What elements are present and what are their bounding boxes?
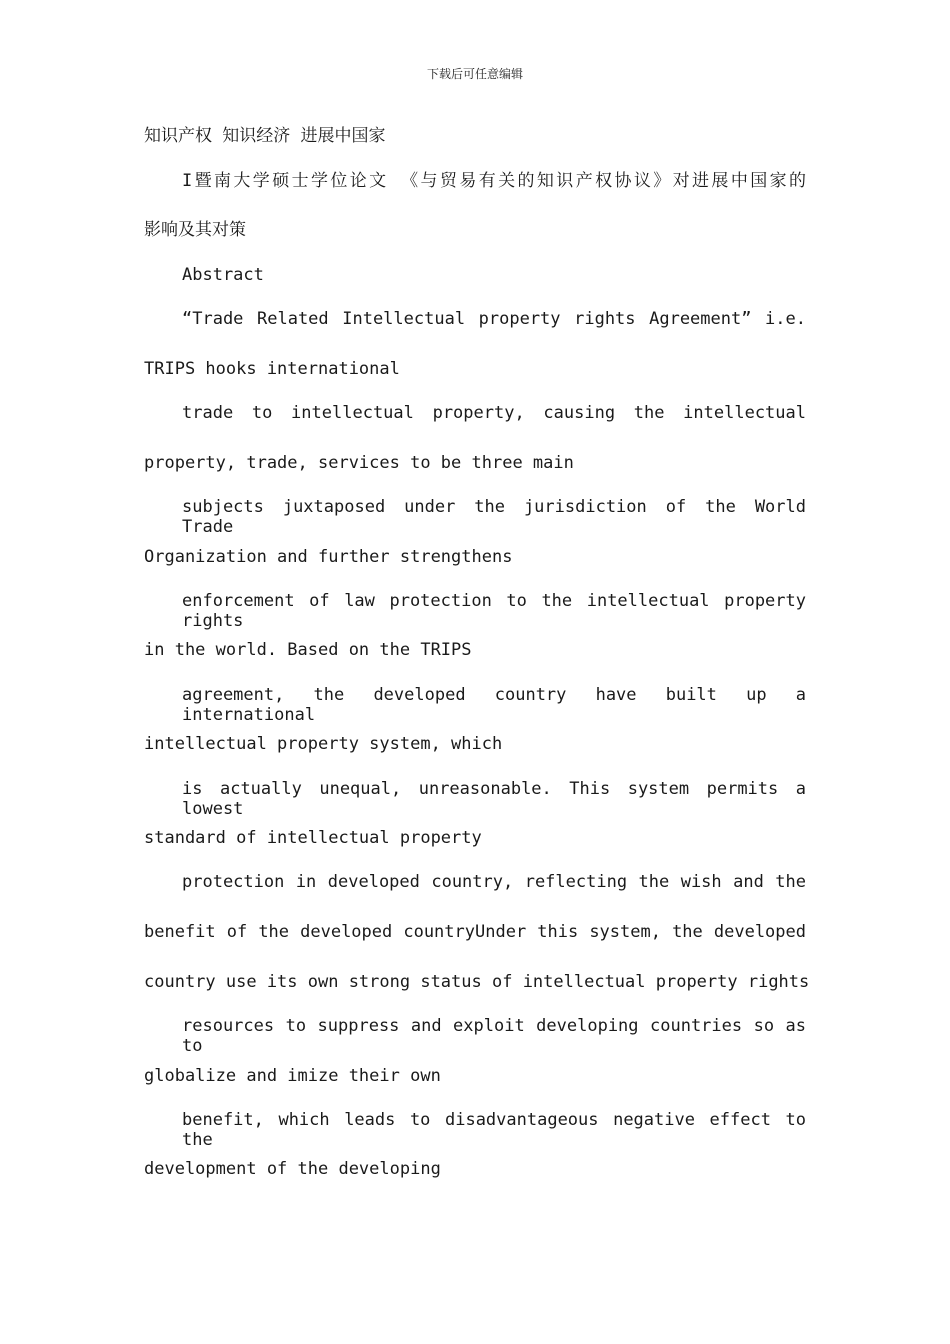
text-line: globalize and imize their own [144,1066,441,1086]
text-line: subjects juxtaposed under the jurisdiction of the World Trade [182,497,806,537]
text-line: country use its own strong status of intellectual property rights [144,972,810,992]
text-line: intellectual property system, which [144,734,503,754]
text-line: property, trade, services to be three main [144,453,574,473]
abstract-heading: Abstract [182,265,264,285]
text-line: standard of intellectual property [144,828,482,848]
thesis-title-line-1: I暨南大学硕士学位论文 《与贸易有关的知识产权协议》对进展中国家的 [182,171,806,191]
text-line: is actually unequal, unreasonable. This system permits a lowest [182,779,806,819]
thesis-title-line-2: 影响及其对策 [144,220,246,240]
text-line: “Trade Related Intellectual property rights Agreement” i.e. [182,309,806,329]
text-line: benefit of the developed countryUnder this system, the developed [144,922,806,942]
text-line: in the world. Based on the TRIPS [144,640,472,660]
text-line: agreement, the developed country have built up a international [182,685,806,725]
text-line: TRIPS hooks international [144,359,400,379]
text-line: Organization and further strengthens [144,547,513,567]
text-line: enforcement of law protection to the intellectual property rights [182,591,806,631]
keywords-line: 知识产权 知识经济 进展中国家 [144,126,386,146]
text-line: development of the developing [144,1159,441,1179]
page-header: 下载后可任意编辑 [426,67,523,81]
text-line: protection in developed country, reflecting the wish and the [182,872,806,892]
text-line: resources to suppress and exploit developing countries so as to [182,1016,806,1056]
text-line: trade to intellectual property, causing the intellectual [182,403,806,423]
text-line: benefit, which leads to disadvantageous negative effect to the [182,1110,806,1150]
